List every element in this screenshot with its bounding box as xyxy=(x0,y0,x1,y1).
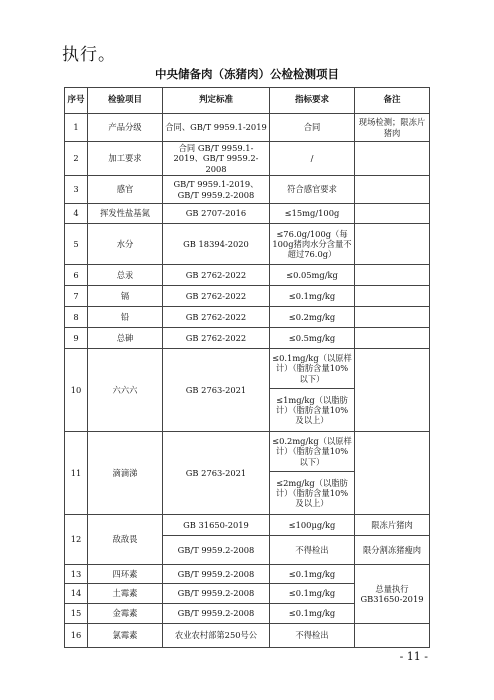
table-row xyxy=(65,265,430,286)
row-no: 12 xyxy=(65,515,88,565)
table-row xyxy=(65,176,430,204)
row-req: ≤0.1mg/kg（以原样计）（脂肪含量10%以下） xyxy=(270,349,355,389)
row-no: 11 xyxy=(65,432,88,515)
header-note: 备注 xyxy=(355,88,430,114)
header-std: 判定标准 xyxy=(163,88,270,114)
row-no: 4 xyxy=(65,204,88,224)
table-row xyxy=(65,307,430,328)
row-req: ≤0.5mg/kg xyxy=(270,328,355,349)
row-note xyxy=(355,176,430,204)
row-no: 6 xyxy=(65,265,88,286)
row-std: 农业农村部第250号公 xyxy=(163,624,270,648)
row-no: 1 xyxy=(65,114,88,142)
row-no: 14 xyxy=(65,584,88,604)
header-no: 序号 xyxy=(65,88,88,114)
row-req: ≤0.1mg/kg xyxy=(270,286,355,307)
row-std: GB 2763-2021 xyxy=(163,349,270,432)
table-row xyxy=(65,624,430,648)
row-item: 产品分级 xyxy=(88,114,163,142)
row-req: 不得检出 xyxy=(270,624,355,648)
table-row xyxy=(65,349,430,389)
row-item: 土霉素 xyxy=(88,584,163,604)
row-req: / xyxy=(270,142,355,176)
row-item: 敌敌畏 xyxy=(88,515,163,565)
row-req: ≤0.2mg/kg xyxy=(270,307,355,328)
row-note xyxy=(355,307,430,328)
row-std: GB/T 9959.2-2008 xyxy=(163,584,270,604)
row-no: 10 xyxy=(65,349,88,432)
row-no: 16 xyxy=(65,624,88,648)
row-no: 9 xyxy=(65,328,88,349)
row-req: 符合感官要求 xyxy=(270,176,355,204)
row-std: GB 2762-2022 xyxy=(163,328,270,349)
row-item: 加工要求 xyxy=(88,142,163,176)
row-std: GB 2707-2016 xyxy=(163,204,270,224)
table-row xyxy=(65,114,430,142)
table-row xyxy=(65,432,430,472)
row-note xyxy=(355,328,430,349)
row-item: 镉 xyxy=(88,286,163,307)
intro-text: 执行。 xyxy=(62,45,116,65)
row-item: 总砷 xyxy=(88,328,163,349)
row-req: ≤76.0g/100g（每100g猪肉水分含量不超过76.0g） xyxy=(270,224,355,265)
row-std: GB 31650-2019 xyxy=(163,515,270,536)
row-std: GB 2762-2022 xyxy=(163,307,270,328)
row-no: 5 xyxy=(65,224,88,265)
row-no: 7 xyxy=(65,286,88,307)
row-no: 8 xyxy=(65,307,88,328)
row-item: 六六六 xyxy=(88,349,163,432)
row-no: 3 xyxy=(65,176,88,204)
page-number: - 11 - xyxy=(399,650,428,663)
row-item: 四环素 xyxy=(88,565,163,584)
row-item: 水分 xyxy=(88,224,163,265)
header-req: 指标要求 xyxy=(270,88,355,114)
table-title: 中央储备肉（冻猪肉）公检检测项目 xyxy=(155,67,339,81)
row-std: GB/T 9959.2-2008 xyxy=(163,604,270,624)
row-req: ≤15mg/100g xyxy=(270,204,355,224)
row-req: ≤0.05mg/kg xyxy=(270,265,355,286)
row-note xyxy=(355,265,430,286)
row-std: GB/T 9959.2-2008 xyxy=(163,536,270,565)
row-std: 合同 GB/T 9959.1-2019、GB/T 9959.2-2008 xyxy=(163,142,270,176)
row-note xyxy=(355,224,430,265)
row-note xyxy=(355,286,430,307)
row-req: ≤0.1mg/kg xyxy=(270,565,355,584)
row-note: 限分割冻猪瘦肉 xyxy=(355,536,430,565)
table-row xyxy=(65,224,430,265)
row-item: 滴滴涕 xyxy=(88,432,163,515)
row-req: ≤100μg/kg xyxy=(270,515,355,536)
row-note: 限冻片猪肉 xyxy=(355,515,430,536)
row-note xyxy=(355,624,430,648)
row-std: GB 18394-2020 xyxy=(163,224,270,265)
row-std: GB 2762-2022 xyxy=(163,265,270,286)
row-req: ≤2mg/kg（以脂肪计）（脂肪含量10%及以上） xyxy=(270,472,355,515)
row-no: 2 xyxy=(65,142,88,176)
row-req: ≤0.1mg/kg xyxy=(270,604,355,624)
header-row xyxy=(65,88,430,114)
row-note: 现场检测；限冻片猪肉 xyxy=(355,114,430,142)
row-item: 氯霉素 xyxy=(88,624,163,648)
row-req: ≤0.2mg/kg（以原样计）（脂肪含量10%以下） xyxy=(270,432,355,472)
row-req: ≤1mg/kg（以脂肪计）（脂肪含量10%及以上） xyxy=(270,389,355,432)
row-note xyxy=(355,432,430,515)
row-note: 总量执行GB31650-2019 xyxy=(355,565,430,624)
table-row xyxy=(65,515,430,536)
row-item: 总汞 xyxy=(88,265,163,286)
row-note xyxy=(355,204,430,224)
row-no: 15 xyxy=(65,604,88,624)
row-std: GB 2763-2021 xyxy=(163,432,270,515)
row-note xyxy=(355,142,430,176)
row-note xyxy=(355,349,430,432)
row-item: 金霉素 xyxy=(88,604,163,624)
table-row xyxy=(65,286,430,307)
table-row xyxy=(65,204,430,224)
table-row xyxy=(65,328,430,349)
row-req: 合同 xyxy=(270,114,355,142)
table-row xyxy=(65,142,430,176)
inspection-table xyxy=(64,87,430,648)
row-std: GB/T 9959.1-2019、GB/T 9959.2-2008 xyxy=(163,176,270,204)
row-item: 挥发性盐基氮 xyxy=(88,204,163,224)
row-item: 铅 xyxy=(88,307,163,328)
header-item: 检验项目 xyxy=(88,88,163,114)
row-std: 合同、GB/T 9959.1-2019 xyxy=(163,114,270,142)
row-req: ≤0.1mg/kg xyxy=(270,584,355,604)
row-no: 13 xyxy=(65,565,88,584)
row-req: 不得检出 xyxy=(270,536,355,565)
row-std: GB/T 9959.2-2008 xyxy=(163,565,270,584)
row-item: 感官 xyxy=(88,176,163,204)
table-row xyxy=(65,565,430,584)
row-std: GB 2762-2022 xyxy=(163,286,270,307)
